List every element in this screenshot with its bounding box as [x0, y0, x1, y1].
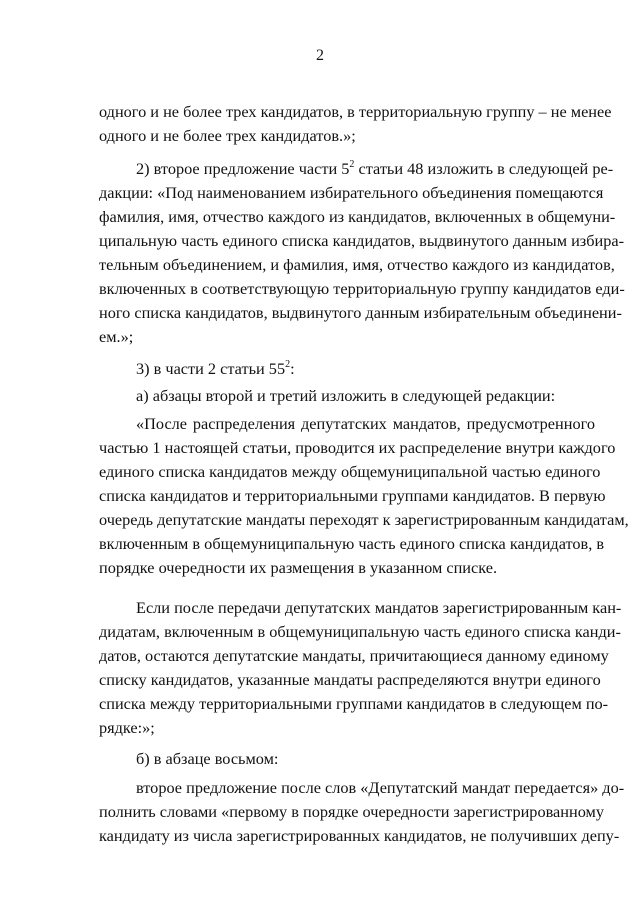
text-fragment: 3) в части 2 статьи 55 [136, 359, 286, 378]
text-line: дидатам, включенным в общемуниципальную часть единого списка канди- [99, 622, 621, 641]
text-line: списка кандидатов и территориальными группами кандидатов. В первую [99, 486, 606, 505]
text-line: а) абзацы второй и третий изложить в следующей редакции: [136, 386, 556, 405]
text-line: полнить словами «первому в порядке очередности зарегистрированному [99, 802, 604, 821]
text-line: частью 1 настоящей статьи, проводится их распределение внутри каждого [99, 438, 616, 457]
text-line: включенным в общемуниципальную часть единого списка кандидатов, в [99, 534, 605, 553]
text-line: очередь депутатские мандаты переходят к зарегистрированным кандидатам, [99, 510, 629, 529]
text-line: ципальную часть единого списка кандидатов, выдвинутого данным избира- [99, 231, 625, 250]
text-fragment: : [290, 359, 295, 378]
superscript: 2 [349, 158, 355, 170]
text-fragment: статьи 48 изложить в следующей ре- [354, 159, 614, 178]
text-line [136, 357, 595, 381]
text-line: «После распределения депутатских мандатов, предусмотренного [136, 414, 595, 433]
text-line: одного и не более трех кандидатов.»; [99, 126, 356, 145]
text-line: порядке очередности их размещения в указанном списке. [99, 558, 498, 577]
text-line: кандидату из числа зарегистрированных кандидатов, не получивших депу- [99, 826, 620, 845]
text-line: Если после передачи депутатских мандатов зарегистрированным кан- [136, 598, 622, 617]
text-line: ем.»; [99, 327, 134, 346]
text-line: дакции: «Под наименованием избирательного объединения помещаются [99, 183, 604, 202]
text-fragment: 2) второе предложение части 5 [136, 159, 350, 178]
text-line: б) в абзаце восьмом: [136, 749, 279, 768]
text-line: включенных в соответствующую территориальную группу кандидатов еди- [99, 279, 625, 298]
text-line [136, 157, 614, 181]
text-line: ного списка кандидатов, выдвинутого данным избирательным объединени- [99, 303, 622, 322]
text-line: рядке:»; [99, 718, 155, 737]
superscript: 2 [285, 358, 291, 370]
text-line: списка между территориальными группами кандидатов в следующем по- [99, 694, 609, 713]
text-line: единого списка кандидатов между общемуниципальной частью единого [99, 462, 601, 481]
page-number: 2 [316, 47, 324, 64]
text-line: второе предложение после слов «Депутатский мандат передается» до- [136, 778, 625, 797]
text-line: одного и не более трех кандидатов, в территориальную группу – не менее [99, 102, 612, 121]
text-line: тельным объединением, и фамилия, имя, отчество каждого из кандидатов, [99, 255, 615, 274]
text-line: списку кандидатов, указанные мандаты распределяются внутри единого [99, 670, 601, 689]
text-line: датов, остаются депутатские мандаты, причитающиеся данному единому [99, 646, 609, 665]
text-line: фамилия, имя, отчество каждого из кандидатов, включенных в общемуни- [99, 207, 616, 226]
